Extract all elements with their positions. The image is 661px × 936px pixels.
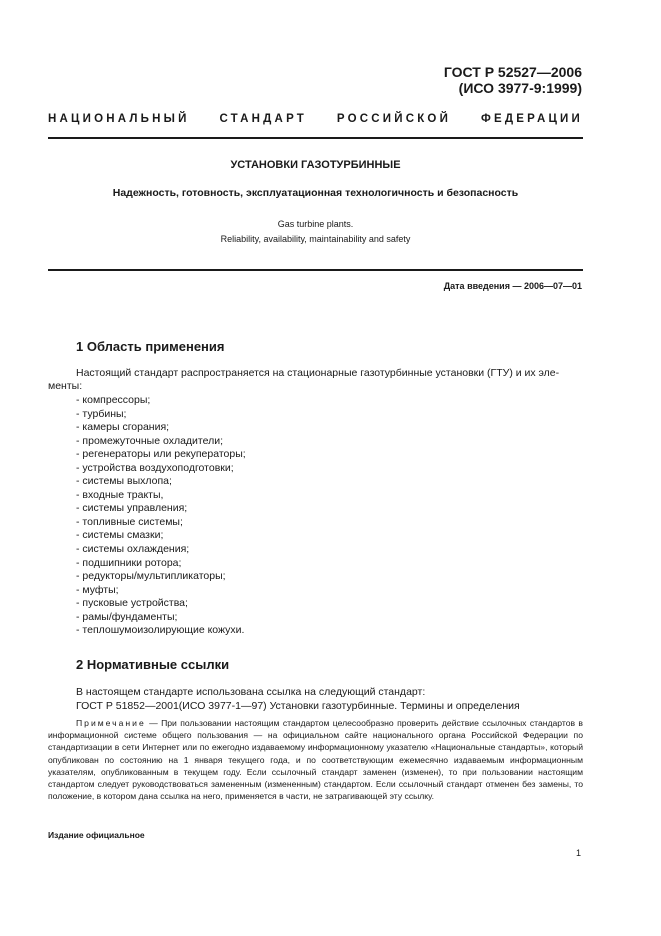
list-item: - системы управления;	[76, 502, 188, 515]
standard-header	[48, 113, 583, 125]
section-2-paragraph-line-1: В настоящем стандарте использована ссылка на следующий стандарт:	[76, 686, 426, 698]
scope-list	[76, 394, 246, 638]
standard-word-4: ФЕДЕРАЦИИ	[480, 113, 583, 125]
list-item: - турбины;	[76, 407, 127, 420]
introduction-date: Дата введения — 2006—07—01	[443, 281, 582, 291]
section-1-paragraph	[76, 367, 584, 381]
list-item: - муфты;	[76, 583, 119, 596]
section-2-heading: 2 Нормативные ссылки	[76, 657, 230, 672]
english-title	[48, 217, 583, 247]
list-item: - пусковые устройства;	[76, 597, 188, 610]
list-item: - компрессоры;	[76, 394, 151, 406]
standard-word-1: НАЦИОНАЛЬНЫЙ	[48, 113, 190, 125]
english-title-line-2: Reliability, availability, maintainability and safety	[220, 234, 411, 244]
note-label: Примечание	[76, 718, 146, 728]
list-item: - регенераторы или рекуператоры;	[76, 448, 246, 461]
document-title: УСТАНОВКИ ГАЗОТУРБИННЫЕ	[230, 159, 401, 171]
edition-label: Издание официальное	[48, 830, 145, 840]
list-item: - системы смазки;	[76, 529, 164, 542]
section-1-paragraph-cont: менты:	[48, 380, 83, 392]
list-item: - топливные системы;	[76, 515, 183, 528]
list-item: - подшипники ротора;	[76, 556, 182, 569]
section-2-paragraph	[76, 686, 584, 713]
list-item: - входные тракты,	[76, 488, 164, 501]
list-item: - промежуточные охладители;	[76, 434, 224, 447]
english-title-line-1: Gas turbine plants.	[277, 219, 354, 229]
note-text: — При пользовании настоящим стандартом целесообразно проверить действие ссылочных стандартов в информационной системе общего пользования — на официальном сайте национального органа Российской Федерации по стандартизации в сети Интернет или по ежегодно издаваемому информационному указателю «Национальные стандарты», который опубликован по состоянию на 1 января текущего года, и по соответствующим ежемесячно издаваемым информационным указателям, опубликованным в текущем году. Если ссылочный стандарт заменен (изменен), то при пользовании настоящим стандартом следует руководствоваться замененным (измененным) стандартом. Если ссылочный стандарт отменен без замены, то положение, в котором дана ссылка на него, применяется в части, не затрагивающей эту ссылку.	[48, 718, 583, 802]
section-2-reference: ГОСТ Р 51852—2001(ИСО 3977-1—97) Установки газотурбинные. Термины и определения	[76, 699, 520, 712]
page-number: 1	[575, 848, 581, 858]
note	[48, 717, 583, 802]
list-item: - устройства воздухоподготовки;	[76, 461, 234, 474]
section-1-heading: 1 Область применения	[76, 339, 225, 354]
document-subtitle: Надежность, готовность, эксплуатационная технологичность и безопасность	[112, 187, 519, 199]
list-item: - теплошумоизолирующие кожухи.	[76, 624, 245, 637]
title-divider	[48, 269, 583, 271]
header-divider	[48, 137, 583, 139]
standard-word-3: РОССИЙСКОЙ	[336, 113, 452, 125]
list-item: - системы выхлопа;	[76, 475, 172, 488]
list-item: - редукторы/мультипликаторы;	[76, 570, 226, 583]
gost-number: ГОСТ Р 52527—2006	[443, 64, 582, 80]
document-designation	[444, 64, 582, 96]
list-item: - системы охлаждения;	[76, 543, 190, 556]
list-item: - рамы/фундаменты;	[76, 610, 178, 623]
list-item: - камеры сгорания;	[76, 421, 170, 434]
iso-number: (ИСО 3977-9:1999)	[458, 80, 582, 96]
section-1-paragraph-line-1: Настоящий стандарт распространяется на стационарные газотурбинные установки (ГТУ) и их эле-	[76, 367, 560, 379]
standard-word-2: СТАНДАРТ	[219, 113, 308, 125]
